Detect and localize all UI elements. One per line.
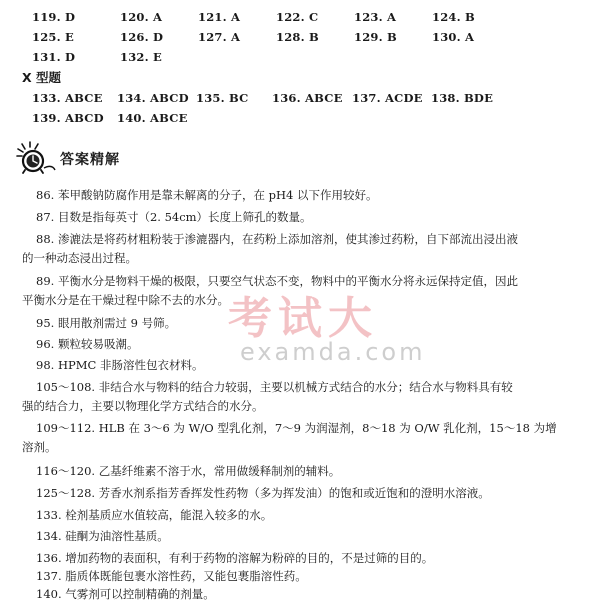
- answer-item: 129. B: [354, 30, 397, 44]
- explanation-line: 86. 苯甲酸钠防腐作用是靠未解离的分子，在 pH4 以下作用较好。: [36, 188, 378, 202]
- explanation-line: 98. HPMC 非肠溶性包衣材料。: [36, 358, 204, 372]
- explanation-line: 87. 目数是指每英寸（2. 54cm）长度上筛孔的数量。: [36, 210, 312, 224]
- answer-item: 124. B: [432, 10, 475, 24]
- answer-item: 133. ABCE: [32, 91, 103, 105]
- watermark-cn-text: 考试大: [228, 293, 378, 344]
- answer-item: 130. A: [432, 30, 475, 44]
- explanation-line: 平衡水分是在干燥过程中除不去的水分。: [22, 293, 229, 307]
- answer-row: [0, 91, 591, 109]
- section-title: 答案精解: [60, 152, 120, 168]
- explanation-line: 133. 栓剂基质应水值较高，能混入较多的水。: [36, 508, 273, 522]
- explanation-line: 88. 渗漉法是将药材粗粉装于渗漉器内，在药粉上添加溶剂，使其渗过药粉，自下部流出浸出液: [36, 232, 518, 246]
- explanation-line: 137. 脂质体既能包裹水溶性药，又能包裹脂溶性药。: [36, 569, 307, 583]
- answer-item: 138. BDE: [431, 91, 494, 105]
- answer-item: 136. ABCE: [272, 91, 343, 105]
- answer-item: 120. A: [120, 10, 163, 24]
- answer-item: 127. A: [198, 30, 241, 44]
- answer-item: 119. D: [32, 10, 76, 24]
- explanation-line: 134. 硅酮为油溶性基质。: [36, 529, 169, 543]
- answer-item: 131. D: [32, 50, 76, 64]
- explanation-line: 125～128. 芳香水剂系指芳香挥发性药物（多为挥发油）的饱和或近饱和的澄明水溶液。: [36, 486, 490, 500]
- explanation-line: 109～112. HLB 在 3～6 为 W/O 型乳化剂，7～9 为润湿剂，8～18 为 O/W 乳化剂，15～18 为增: [36, 421, 557, 435]
- answer-item: 122. C: [276, 10, 319, 24]
- explanation-line: 95. 眼用散剂需过 9 号筛。: [36, 316, 177, 330]
- explanation-line: 的一种动态浸出过程。: [22, 251, 137, 265]
- explanation-line: 140. 气雾剂可以控制精确的剂量。: [36, 587, 215, 601]
- section-x-label: X 型题: [22, 70, 61, 85]
- answer-row: [0, 30, 591, 48]
- alarm-clock-icon: [14, 140, 58, 174]
- answer-row: [0, 111, 591, 129]
- explanation-header: [14, 140, 314, 174]
- explanation-line: 96. 颗粒较易吸潮。: [36, 337, 139, 351]
- answer-item: 123. A: [354, 10, 397, 24]
- answer-row: [0, 50, 591, 68]
- answer-item: 139. ABCD: [32, 111, 104, 125]
- explanation-line: 强的结合力，主要以物理化学方式结合的水分。: [22, 399, 264, 413]
- watermark-en-text: examda.com: [240, 338, 426, 366]
- answer-item: 140. ABCE: [117, 111, 188, 125]
- answer-item: 128. B: [276, 30, 319, 44]
- explanation-line: 溶剂。: [22, 440, 57, 454]
- answer-item: 125. E: [32, 30, 74, 44]
- answer-item: 137. ACDE: [352, 91, 423, 105]
- explanation-line: 105～108. 非结合水与物料的结合力较弱，主要以机械方式结合的水分；结合水与物料具有较: [36, 380, 513, 394]
- answer-item: 135. BC: [196, 91, 249, 105]
- answer-row: [0, 10, 591, 28]
- answer-item: 134. ABCD: [117, 91, 189, 105]
- explanation-line: 116～120. 乙基纤维素不溶于水，常用做缓释制剂的辅料。: [36, 464, 341, 478]
- explanation-line: 136. 增加药物的表面积，有利于药物的溶解为粉碎的目的，不是过筛的目的。: [36, 551, 434, 565]
- answer-item: 126. D: [120, 30, 164, 44]
- answer-item: 132. E: [120, 50, 162, 64]
- explanation-line: 89. 平衡水分是物料干燥的极限，只要空气状态不变，物料中的平衡水分将永远保持定值，因此: [36, 274, 518, 288]
- answer-item: 121. A: [198, 10, 241, 24]
